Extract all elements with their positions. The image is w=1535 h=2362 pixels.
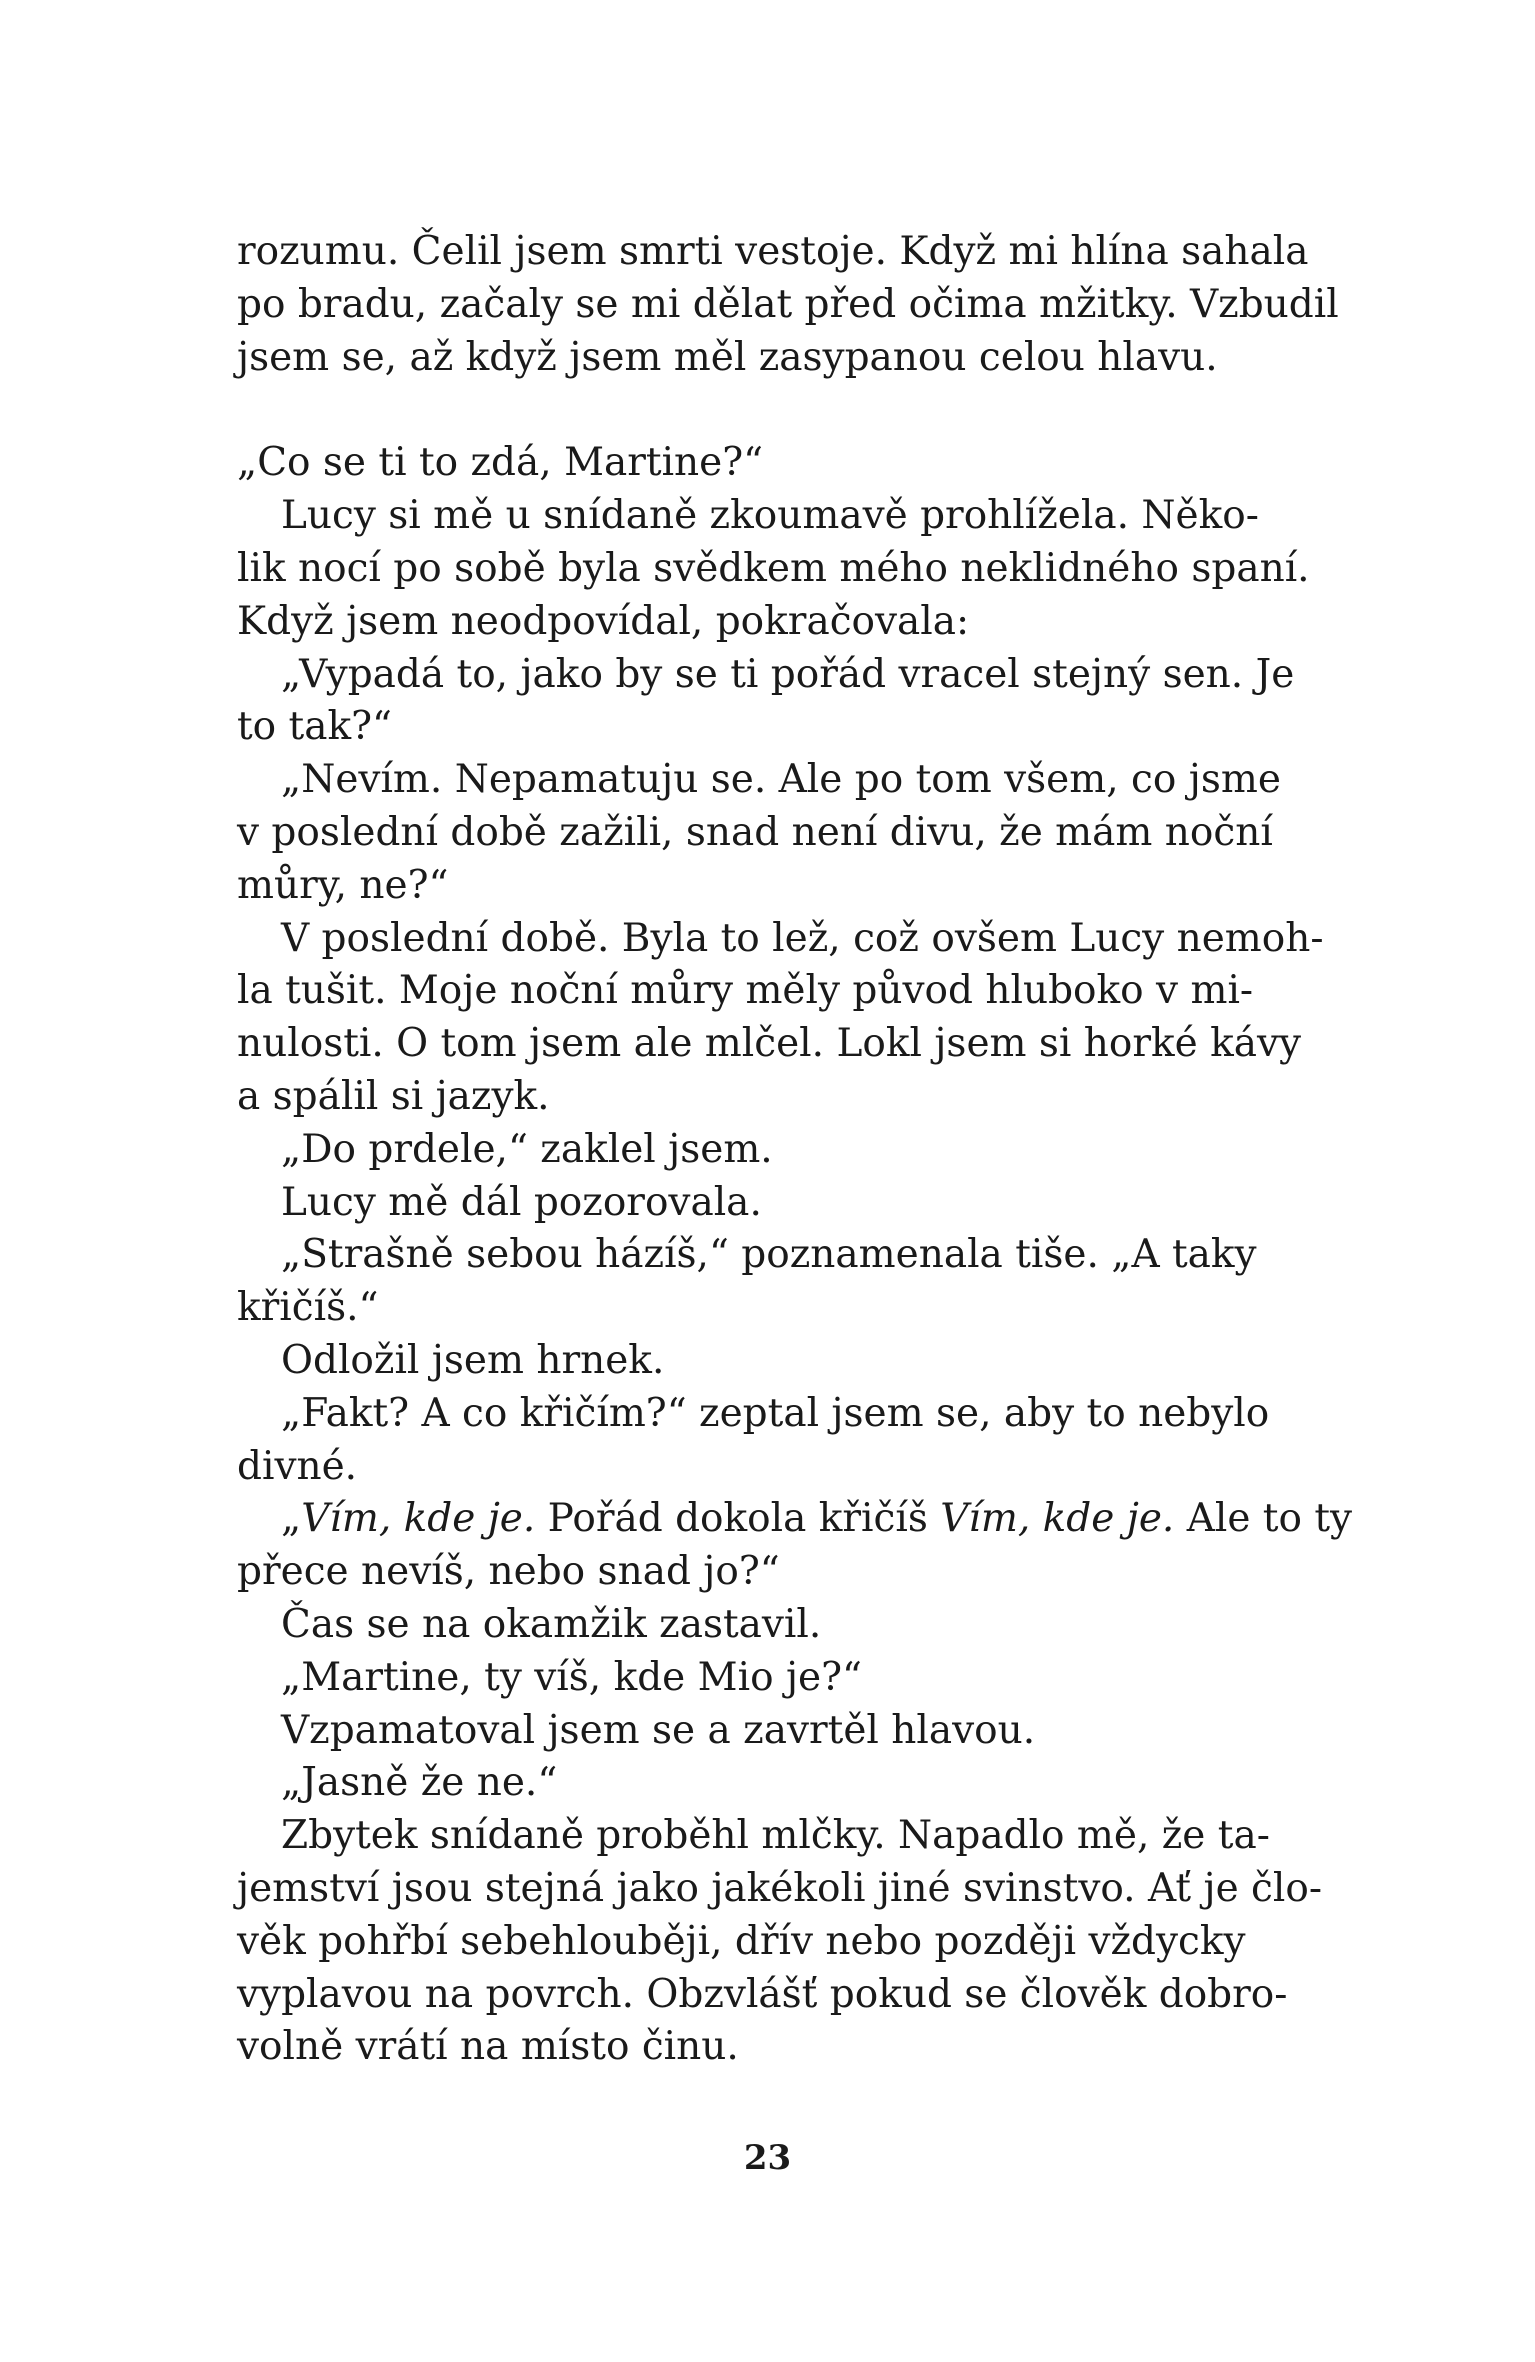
text-line: „Co se ti to zdá, Martine?“ xyxy=(237,440,764,486)
text-line: „Nevím. Nepamatuju se. Ale po tom všem, co jsme xyxy=(281,757,1281,803)
text-line: volně vrátí na místo činu. xyxy=(237,2024,739,2070)
text-line: jemství jsou stejná jako jakékoli jiné svinstvo. Ať je člo- xyxy=(237,1865,1323,1911)
text-line: křičíš.“ xyxy=(237,1285,379,1331)
text-line: divné. xyxy=(237,1443,358,1489)
italic-phrase: Vím, kde je. xyxy=(301,1496,536,1542)
text-line: jsem se, až když jsem měl zasypanou celou hlavu. xyxy=(237,334,1218,380)
text-line: přece nevíš, nebo snad jo?“ xyxy=(237,1549,780,1595)
page-number: 23 xyxy=(743,2138,792,2178)
text-line: „Fakt? A co křičím?“ zeptal jsem se, aby to nebylo xyxy=(281,1390,1270,1436)
text-line: „Strašně sebou házíš,“ poznamenala tiše. „A taky xyxy=(281,1232,1257,1278)
italic-phrase: Vím, kde je. xyxy=(940,1496,1175,1542)
body-text xyxy=(237,226,1353,2074)
text-line: Vzpamatoval jsem se a zavrtěl hlavou. xyxy=(281,1707,1036,1753)
paragraph-gap xyxy=(237,384,1297,437)
text-fragment: Pořád dokola křičíš xyxy=(535,1496,941,1542)
text-line: „Vypadá to, jako by se ti pořád vracel stejný sen. Je xyxy=(281,651,1295,697)
text-line: můry, ne?“ xyxy=(237,862,449,908)
text-line: nulosti. O tom jsem ale mlčel. Lokl jsem si horké kávy xyxy=(237,1021,1302,1067)
text-line: po bradu, začaly se mi dělat před očima mžitky. Vzbudil xyxy=(237,281,1339,327)
text-line: V poslední době. Byla to lež, což ovšem Lucy nemoh- xyxy=(281,915,1324,961)
text-line: Lucy mě dál pozorovala. xyxy=(281,1179,762,1225)
text-line: vyplavou na povrch. Obzvlášť pokud se člověk dobro- xyxy=(237,1971,1288,2017)
text-line-italic xyxy=(237,1493,1353,1546)
text-line: „Martine, ty víš, kde Mio je?“ xyxy=(281,1654,862,1700)
text-line: Když jsem neodpovídal, pokračovala: xyxy=(237,598,970,644)
text-line: to tak?“ xyxy=(237,704,392,750)
text-line: věk pohřbí sebehlouběji, dřív nebo později vždycky xyxy=(237,1918,1246,1964)
text-line: rozumu. Čelil jsem smrti vestoje. Když mi hlína sahala xyxy=(237,229,1309,274)
text-line: a spálil si jazyk. xyxy=(237,1073,550,1119)
text-line: Odložil jsem hrnek. xyxy=(281,1337,665,1383)
text-line: lik nocí po sobě byla svědkem mého neklidného spaní. xyxy=(237,545,1310,591)
text-line: Zbytek snídaně proběhl mlčky. Napadlo mě, že ta- xyxy=(281,1813,1270,1859)
text-line: „Jasně že ne.“ xyxy=(281,1760,558,1806)
text-fragment: Ale to ty xyxy=(1174,1496,1353,1542)
text-line: Čas se na okamžik zastavil. xyxy=(281,1601,822,1647)
text-line: Lucy si mě u snídaně zkoumavě prohlížela. Něko- xyxy=(281,493,1259,539)
text-line: la tušit. Moje noční můry měly původ hluboko v mi- xyxy=(237,968,1254,1014)
open-quote: „ xyxy=(281,1496,302,1542)
text-line: v poslední době zažili, snad není divu, že mám noční xyxy=(237,809,1273,855)
text-line: „Do prdele,“ zaklel jsem. xyxy=(281,1126,773,1172)
